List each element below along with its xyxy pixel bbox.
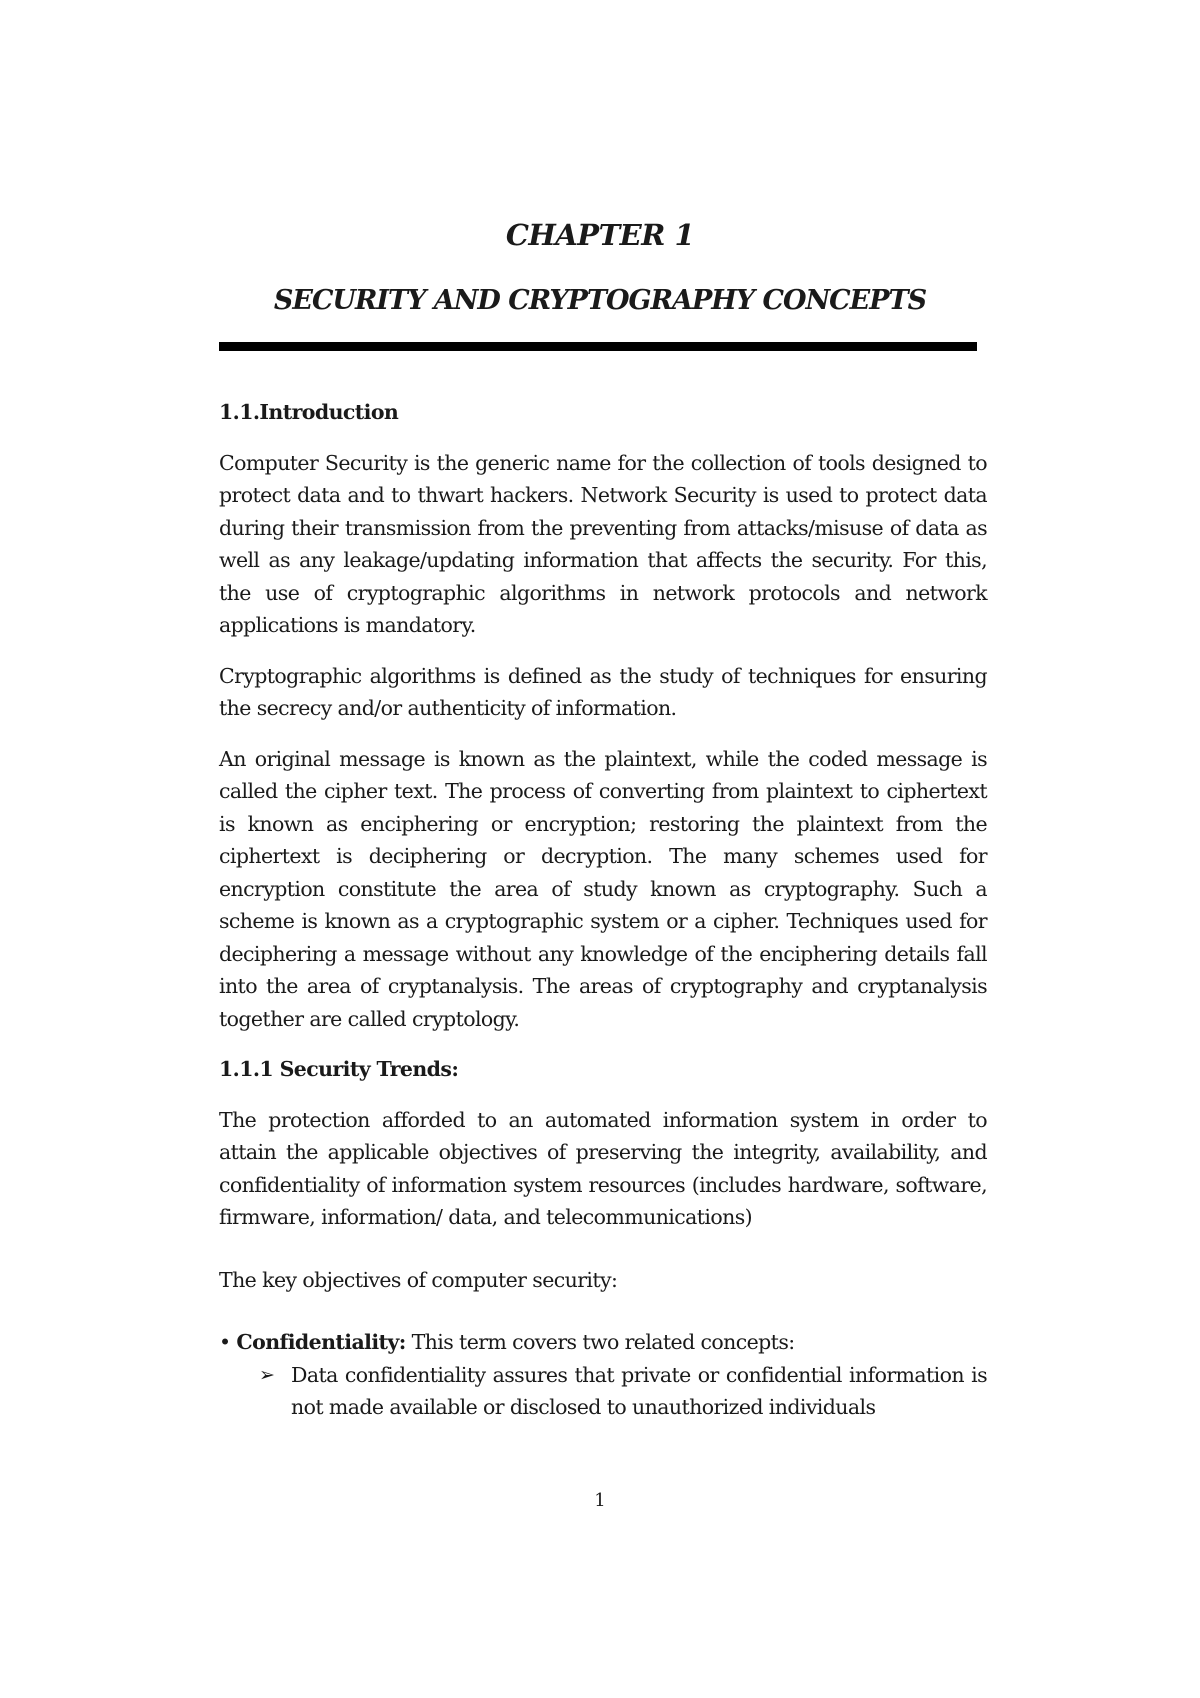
page-number: 1 — [594, 1490, 606, 1511]
sub-bullet-data-confidentiality — [259, 1359, 987, 1424]
intro-paragraph-1: Computer Security is the generic name for the collection of tools designed to protect data and to thwart hackers. Network Security is used to protect data during their transmission from the preventing from attacks/misuse of data as well as any leakage/updating information that affects the security. For this, the use of cryptographic algorithms in network protocols and network applications is mandatory. — [219, 450, 987, 637]
chapter-title: SECURITY AND CRYPTOGRAPHY CONCEPTS — [273, 285, 927, 316]
bullet-confidentiality — [219, 1326, 987, 1359]
section-heading-security-trends: 1.1.1 Security Trends: — [219, 1057, 459, 1081]
intro-paragraph-2: Cryptographic algorithms is defined as the study of techniques for ensuring the secrecy and/or authenticity of information. — [219, 663, 987, 720]
chapter-number: CHAPTER 1 — [505, 218, 695, 252]
bullet-text: This term covers two related concepts: — [405, 1330, 795, 1354]
bullet-term: Confidentiality: — [236, 1330, 406, 1354]
sub-bullet-text: Data confidentiality assures that private or confidential information is not made available or disclosed to unauthorized individuals — [291, 1362, 987, 1419]
trends-paragraph-1: The protection afforded to an automated information system in order to attain the applicable objectives of preserving the integrity, availability, and confidentiality of information system resources (includes hardware, software, firmware, information/ data, and telecommunications) — [219, 1107, 987, 1229]
title-divider — [219, 342, 977, 351]
section-heading-introduction: 1.1.Introduction — [219, 400, 399, 424]
arrow-bullet-icon: ➢ — [259, 1363, 275, 1386]
intro-paragraph-3: An original message is known as the plaintext, while the coded message is called the cipher text. The process of converting from plaintext to ciphertext is known as enciphering or encryption; restoring the plaintext from the ciphertext is deciphering or decryption. The many schemes used for encryption constitute the area of study known as cryptography. Such a scheme is known as a cryptographic system or a cipher. Techniques used for deciphering a message without any knowledge of the enciphering details fall into the area of cryptanalysis. The areas of cryptography and cryptanalysis together are called cryptology. — [219, 746, 987, 1031]
body-content — [219, 396, 987, 1424]
trends-paragraph-2: The key objectives of computer security: — [219, 1267, 618, 1292]
bullet-marker: • — [219, 1330, 231, 1354]
